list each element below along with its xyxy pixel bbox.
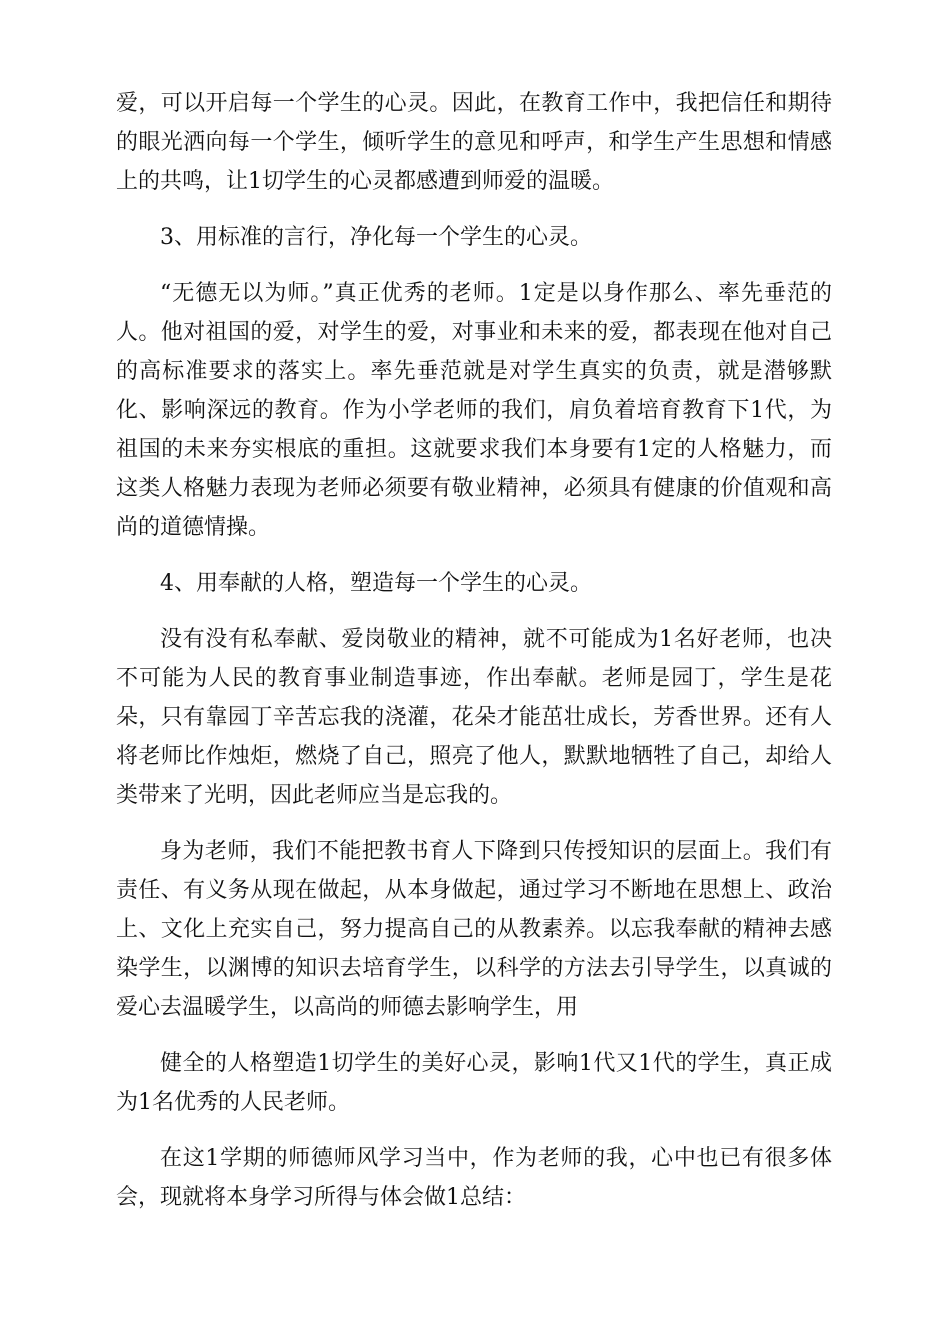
document-body <box>116 84 832 1234</box>
heading-point-3: 3、用标准的言行，净化每一个学生的心灵。 <box>160 225 592 250</box>
paragraph-sound-personality: 健全的人格塑造1切学生的美好心灵，影响1代又1代的学生，真正成为1名优秀的人民老师。 <box>116 1051 832 1115</box>
paragraph-teacher-responsibility: 身为老师，我们不能把教书育人下降到只传授知识的层面上。我们有责任、有义务从现在做起，从本身做起，通过学习不断地在思想上、政治上、文化上充实自己，努力提高自己的从教素养。以忘我奉献的精神去感染学生，以渊博的知识去培育学生，以科学的方法去引导学生，以真诚的爱心去温暖学生，以高尚的师德去影响学生，用 <box>116 839 832 1020</box>
heading-point-4: 4、用奉献的人格，塑造每一个学生的心灵。 <box>160 571 592 596</box>
paragraph-dedication: 没有没有私奉献、爱岗敬业的精神，就不可能成为1名好老师，也决不可能为人民的教育事业制造事迹，作出奉献。老师是园丁，学生是花朵，只有靠园丁辛苦忘我的浇灌，花朵才能茁壮成长，芳香世界。还有人将老师比作烛炬，燃烧了自己，照亮了他人，默默地牺牲了自己，却给人类带来了光明，因此老师应当是忘我的。 <box>116 627 832 808</box>
paragraph-moral-example: “无德无以为师。”真正优秀的老师。1定是以身作那么、率先垂范的人。他对祖国的爱，对学生的爱，对事业和未来的爱，都表现在他对自己的高标准要求的落实上。率先垂范就是对学生真实的负责，就是潜够默化、影响深远的教育。作为小学老师的我们，肩负着培育教育下1代，为祖国的未来夯实根底的重担。这就要求我们本身要有1定的人格魅力，而这类人格魅力表现为老师必须要有敬业精神，必须具有健康的价值观和高尚的道德情操。 <box>116 281 832 540</box>
paragraph-trust-love: 爱，可以开启每一个学生的心灵。因此，在教育工作中，我把信任和期待的眼光洒向每一个学生，倾听学生的意见和呼声，和学生产生思想和情感上的共鸣，让1切学生的心灵都感遭到师爱的温暖。 <box>116 91 832 194</box>
paragraph-semester-summary: 在这1学期的师德师风学习当中，作为老师的我，心中也已有很多体会，现就将本身学习所得与体会做1总结： <box>116 1146 832 1210</box>
